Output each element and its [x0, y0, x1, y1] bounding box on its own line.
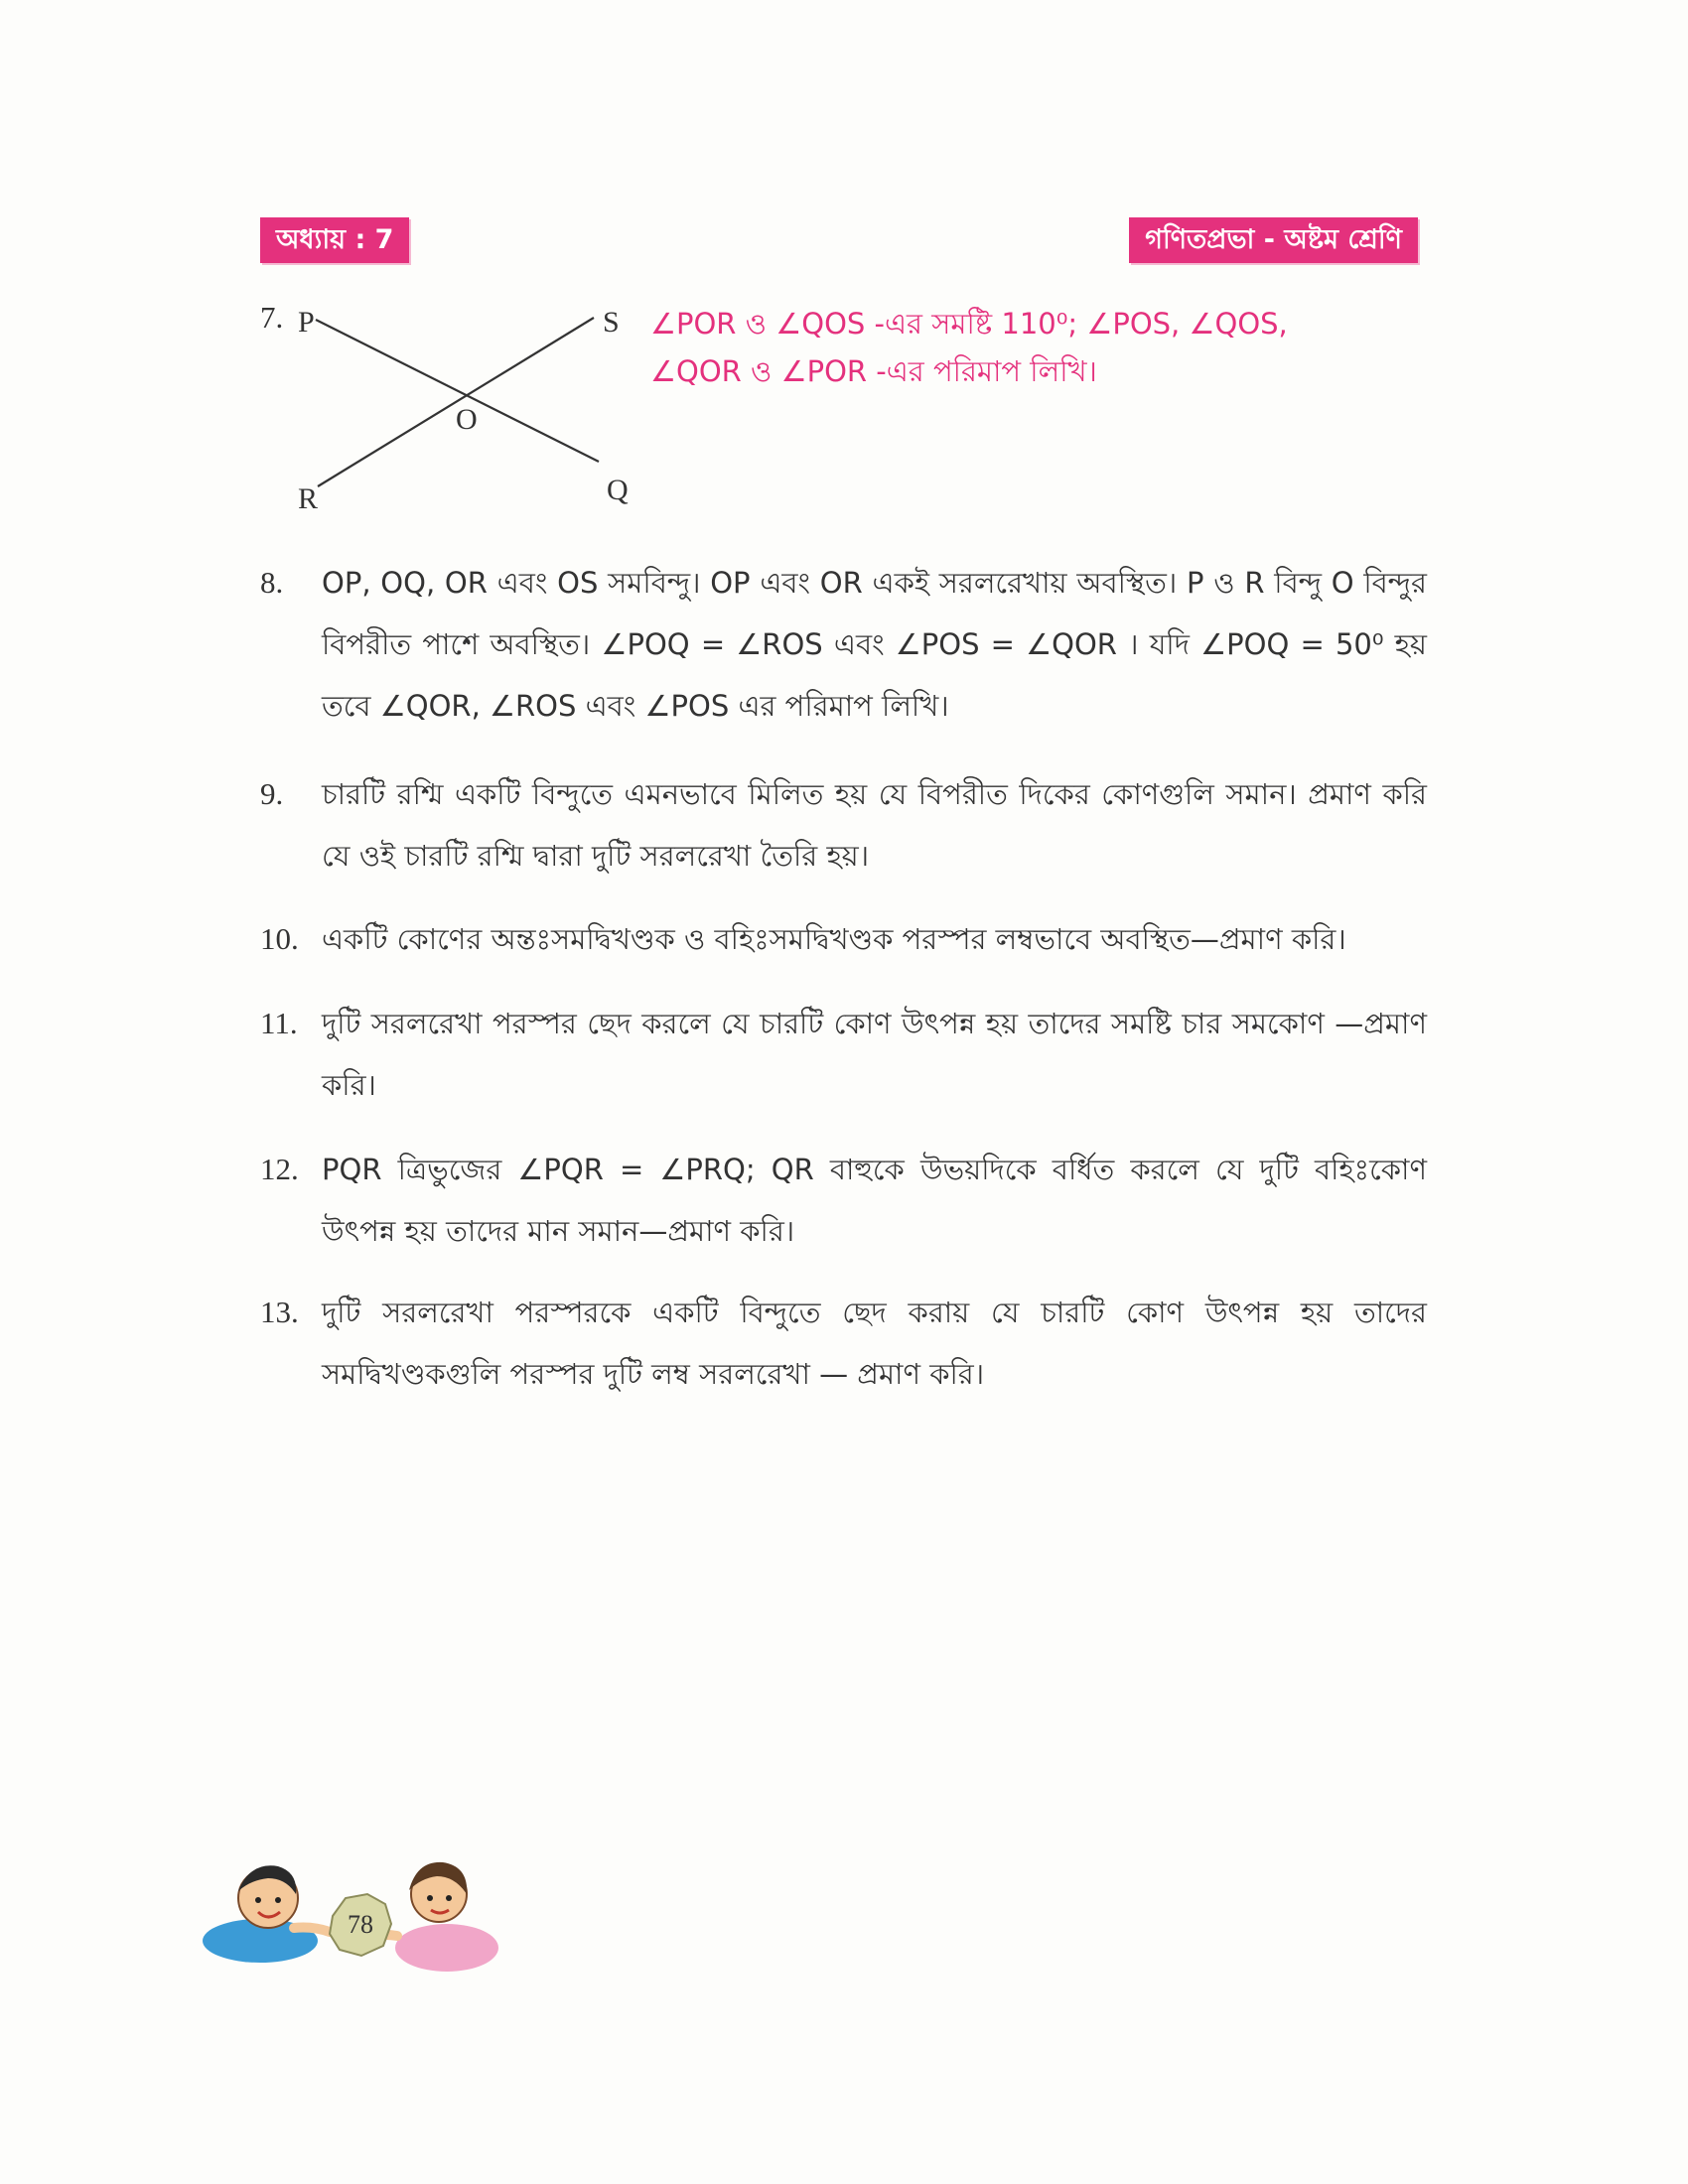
intersecting-lines-diagram [253, 298, 631, 526]
question-9 [260, 763, 1427, 887]
question-8 [260, 552, 1427, 737]
question-number: 10. [260, 921, 299, 956]
left-child-eye [275, 1897, 281, 1903]
left-child-eye [255, 1897, 261, 1903]
point-q-label: Q [607, 474, 629, 506]
question-text: দুটি সরলরেখা পরস্পর ছেদ করলে যে চারটি কোণ উৎপন্ন হয় তাদের সমষ্টি চার সমকোণ —প্রমাণ করি। [322, 1007, 1427, 1102]
question-7-text: ∠POR ও ∠QOS -এর সমষ্টি 110⁰; ∠POS, ∠QOS, ∠QOR ও ∠POR -এর পরিমাপ লিখি। [650, 307, 1288, 388]
chapter-badge: অধ্যায় : 7 [260, 217, 409, 263]
question-10 [260, 908, 1427, 970]
question-text: একটি কোণের অন্তঃসমদ্বিখণ্ডক ও বহিঃসমদ্বিখণ্ডক পরস্পর লম্বভাবে অবস্থিত—প্রমাণ করি। [322, 922, 1346, 956]
question-number: 8. [260, 565, 284, 600]
question-text: OP, OQ, OR এবং OS সমবিন্দু। OP এবং OR একই সরলরেখায় অবস্থিত। P ও R বিন্দু O বিন্দুর বিপরীত পাশে অবস্থিত। ∠POQ = ∠ROS এবং ∠POS = ∠QOR । যদি ∠POQ = 50⁰ হয় তবে ∠QOR, ∠ROS এবং ∠POS এর পরিমাপ লিখি। [322, 566, 1427, 723]
point-o-label: O [456, 403, 478, 436]
page-number: 78 [348, 1910, 373, 1939]
point-p-label: P [298, 306, 315, 339]
right-child-shirt [395, 1924, 498, 1972]
question-12 [260, 1139, 1427, 1262]
line-rs [318, 318, 594, 486]
right-child-eye [427, 1895, 433, 1901]
point-s-label: S [603, 306, 620, 339]
question-text: PQR ত্রিভুজের ∠PQR = ∠PRQ; QR বাহুকে উভয়দিকে বর্ধিত করলে যে দুটি বহিঃকোণ উৎপন্ন হয় তাদের মান সমান—প্রমাণ করি। [322, 1153, 1427, 1248]
left-child-arm [294, 1928, 330, 1933]
question-number: 13. [260, 1295, 299, 1329]
question-number: 12. [260, 1152, 299, 1186]
question-number: 9. [260, 776, 284, 811]
children-mascot-illustration [199, 1837, 506, 1985]
question-number: 11. [260, 1006, 298, 1040]
point-r-label: R [298, 482, 319, 515]
right-child-eye [446, 1895, 452, 1901]
question-text: চারটি রশ্মি একটি বিন্দুতে এমনভাবে মিলিত হয় যে বিপরীত দিকের কোণগুলি সমান। প্রমাণ করি যে ওই চারটি রশ্মি দ্বারা দুটি সরলরেখা তৈরি হয়। [322, 777, 1427, 873]
question-11 [260, 993, 1427, 1116]
question-7-number: 7. [260, 300, 284, 335]
question-13 [260, 1282, 1427, 1405]
question-text: দুটি সরলরেখা পরস্পরকে একটি বিন্দুতে ছেদ করায় যে চারটি কোণ উৎপন্ন হয় তাদের সমদ্বিখণ্ডকগুলি পরস্পর দুটি লম্ব সরলরেখা — প্রমাণ করি। [322, 1296, 1427, 1391]
book-title-badge: গণিতপ্রভা - অষ্টম শ্রেণি [1129, 217, 1418, 263]
